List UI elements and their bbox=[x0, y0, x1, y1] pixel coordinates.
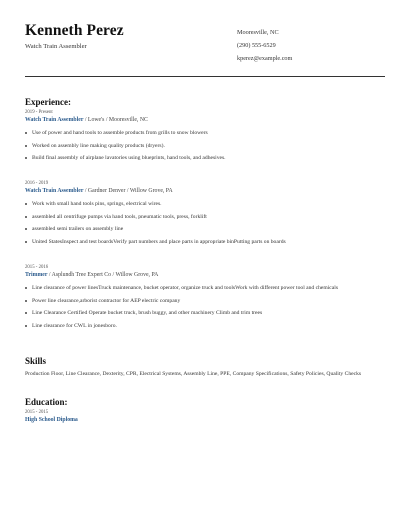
candidate-name: Kenneth Perez bbox=[25, 22, 124, 39]
education-heading: Education: bbox=[25, 397, 68, 407]
job-company: / Gardner Denver / Willow Grove, PA bbox=[83, 188, 173, 194]
list-item bbox=[25, 239, 385, 246]
bullet-text: Power line clearance,arborist contractor for AEP electric company bbox=[32, 297, 181, 304]
bullet-text: Line clearance of power linesTruck maintenance, bucket operator, organize truck and toolsWork with different power tool and chemicals bbox=[32, 285, 338, 291]
bullet-text: Use of power and hand tools to assemble products from grills to snow blowers bbox=[32, 130, 208, 136]
bullet-text: assembled semi trailers on assembly line bbox=[32, 226, 124, 232]
job-title: Trimmer bbox=[25, 272, 48, 278]
header-divider bbox=[25, 76, 385, 77]
bullet-text: assembled all centrifuge pumps via hand tools, pneumatic tools, press, forklift bbox=[32, 213, 207, 220]
job-title: Watch Train Assembler bbox=[25, 188, 84, 194]
job-heading bbox=[25, 116, 385, 124]
list-item bbox=[25, 130, 385, 137]
job-heading bbox=[25, 271, 385, 279]
job-heading bbox=[25, 187, 385, 195]
education-heading-line bbox=[25, 416, 385, 424]
list-item bbox=[25, 298, 385, 305]
list-item bbox=[25, 323, 385, 330]
bullet-icon bbox=[25, 325, 27, 327]
contact-email[interactable]: kperez@example.com bbox=[237, 55, 293, 62]
job-dates: 2015 - 2016 bbox=[25, 265, 49, 270]
candidate-role: Watch Train Assembler bbox=[25, 43, 87, 50]
bullet-icon bbox=[25, 157, 27, 159]
job-dates: 2016 - 2019 bbox=[25, 181, 49, 186]
bullet-icon bbox=[25, 132, 27, 134]
education-degree: High School Diploma bbox=[25, 417, 78, 423]
list-item bbox=[25, 143, 385, 150]
skills-list: Production Floor, Line Clearance, Dexterity, CPR, Electrical Systems, Assembly Line, PPE, Company Specifications, Safety Policies, Quality Checks bbox=[25, 371, 362, 377]
bullet-icon bbox=[25, 287, 27, 289]
job-bullets bbox=[25, 285, 385, 329]
contact-location: Mooresville, NC bbox=[237, 29, 279, 36]
job-company: / Lowe's / Mooresville, NC bbox=[83, 117, 148, 123]
job-entry bbox=[25, 110, 385, 162]
job-company: / Asplundh Tree Expert Co / Willow Grove, PA bbox=[47, 272, 159, 278]
bullet-text: Worked on assembly line making quality products (dryers). bbox=[32, 142, 165, 149]
job-dates: 2019 - Present bbox=[25, 110, 53, 115]
bullet-icon bbox=[25, 203, 27, 205]
skills-heading: Skills bbox=[25, 356, 47, 366]
bullet-icon bbox=[25, 145, 27, 147]
job-title: Watch Train Assembler bbox=[25, 117, 84, 123]
list-item bbox=[25, 155, 385, 162]
bullet-text: United StatesInspect and test boardsVerify part numbers and place parts in appropriate binPutting parts on boards bbox=[32, 238, 286, 245]
list-item bbox=[25, 226, 385, 233]
bullet-icon bbox=[25, 300, 27, 302]
list-item bbox=[25, 285, 385, 292]
education-entry bbox=[25, 410, 385, 424]
bullet-icon bbox=[25, 216, 27, 218]
job-entry bbox=[25, 181, 385, 245]
education-dates: 2015 - 2015 bbox=[25, 410, 49, 415]
bullet-text: Build final assembly of airplane lavatories using blueprints, hand tools, and adhesives. bbox=[32, 155, 226, 161]
job-entry bbox=[25, 265, 385, 329]
bullet-text: Line Clearance Certified Operate bucket truck, brush buggy, and other machinery Climb and trim trees bbox=[32, 310, 263, 316]
experience-heading: Experience: bbox=[25, 97, 71, 107]
list-item bbox=[25, 201, 385, 208]
bullet-icon bbox=[25, 228, 27, 230]
bullet-text: Line clearance for CWL in jonesboro. bbox=[32, 322, 117, 329]
bullet-icon bbox=[25, 241, 27, 243]
list-item bbox=[25, 310, 385, 317]
list-item bbox=[25, 214, 385, 221]
bullet-icon bbox=[25, 312, 27, 314]
contact-phone: (290) 555-6529 bbox=[237, 42, 276, 49]
job-bullets bbox=[25, 201, 385, 245]
job-bullets bbox=[25, 130, 385, 162]
bullet-text: Work with small hand tools pins, springs, electrical wires. bbox=[32, 201, 162, 207]
